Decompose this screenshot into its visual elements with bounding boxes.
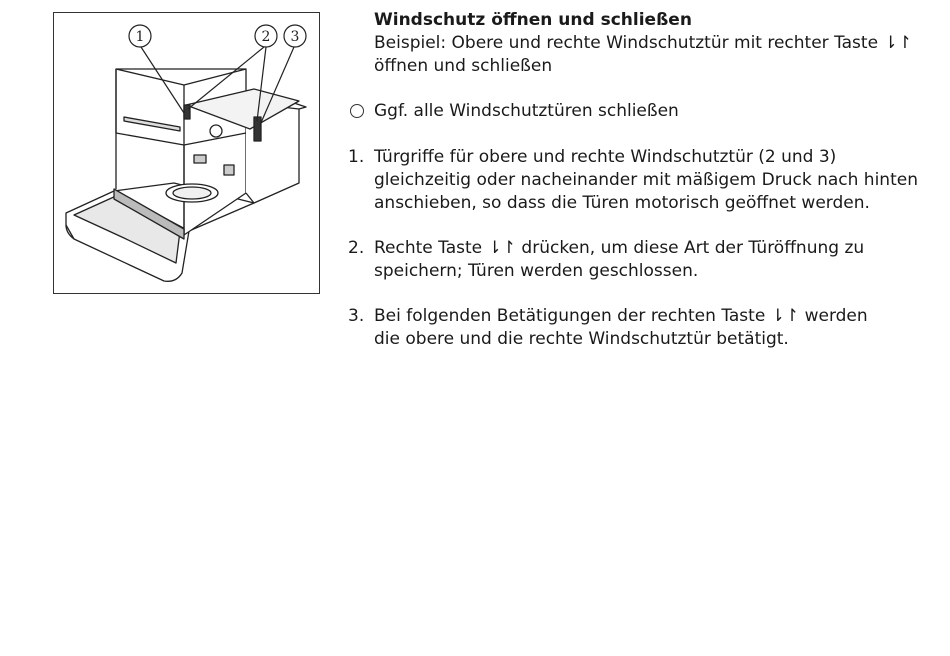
callout-3 xyxy=(284,25,306,47)
step-line: speichern; Türen werden geschlossen. xyxy=(374,261,699,281)
callout-3-label: 3 xyxy=(290,29,300,45)
callout-1 xyxy=(129,25,151,47)
step-number: 2. xyxy=(348,238,365,258)
callout-1-label: 1 xyxy=(135,29,145,45)
step-line: die obere und die rechte Windschutztür betätigt. xyxy=(374,329,789,349)
step-3 xyxy=(348,305,868,351)
step-line: Rechte Taste ⇂↾ drücken, um diese Art der Türöffnung zu xyxy=(374,238,865,258)
circle-bullet-icon xyxy=(350,104,364,118)
step-line: gleichzeitig oder nacheinander mit mäßigem Druck nach hinten xyxy=(374,170,918,190)
step-line: anschieben, so dass die Türen motorisch geöffnet werden. xyxy=(374,193,870,213)
balance-drawing xyxy=(54,13,321,295)
intro-line-1: Beispiel: Obere und rechte Windschutztür mit rechter Taste ⇂↾ xyxy=(374,33,912,53)
intro-line-2: öffnen und schließen xyxy=(374,56,553,76)
section-header xyxy=(374,9,912,78)
step-number: 1. xyxy=(348,147,365,167)
callout-2 xyxy=(255,25,277,47)
step-2 xyxy=(348,237,865,283)
bullet-text: Ggf. alle Windschutztüren schließen xyxy=(374,101,679,121)
step-line: Türgriffe für obere und rechte Windschutztür (2 und 3) xyxy=(374,147,837,167)
step-number: 3. xyxy=(348,306,365,326)
prerequisite-bullet xyxy=(374,100,679,123)
section-title: Windschutz öffnen und schließen xyxy=(374,10,692,30)
step-1 xyxy=(348,146,918,215)
callout-2-label: 2 xyxy=(261,29,271,45)
balance-illustration xyxy=(53,12,320,294)
step-line: Bei folgenden Betätigungen der rechten Taste ⇂↾ werden xyxy=(374,306,868,326)
